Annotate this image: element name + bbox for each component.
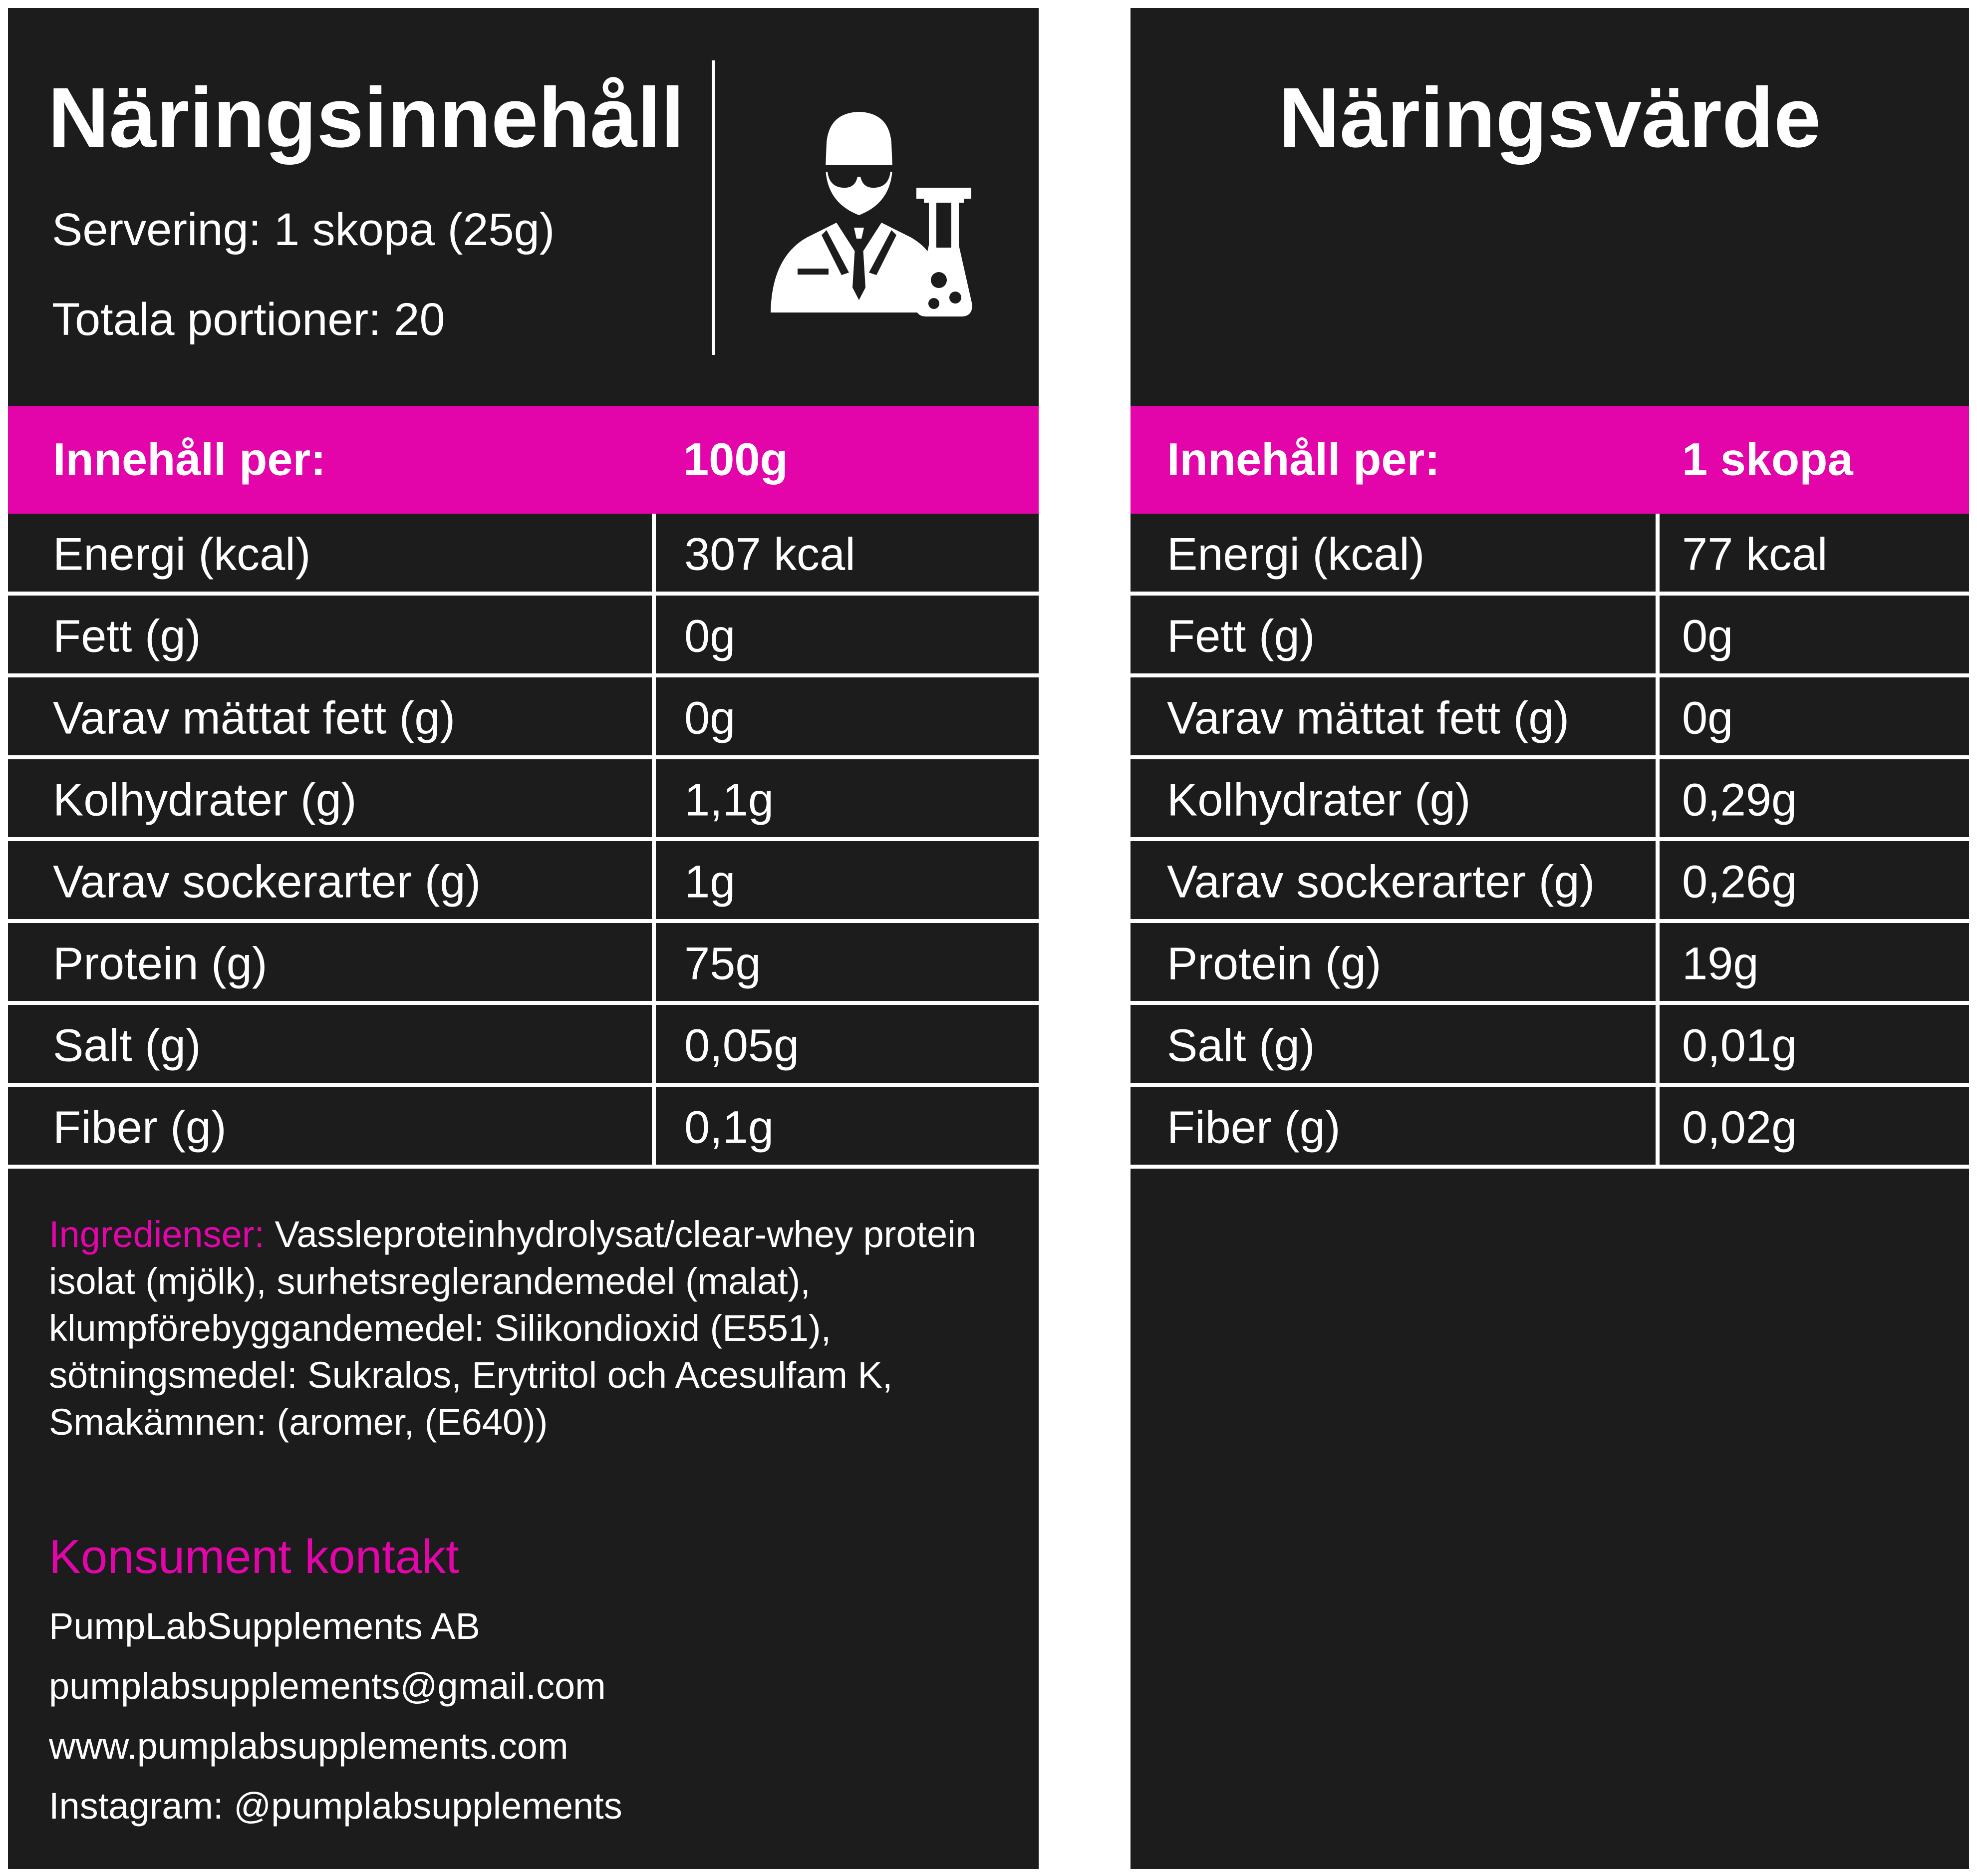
row-value: 307 kcal (684, 529, 855, 580)
row-value: 1g (684, 856, 736, 908)
row-divider (8, 919, 1039, 923)
table-row (8, 514, 1039, 596)
row-label: Varav sockerarter (g) (53, 856, 481, 908)
row-divider (1130, 755, 1969, 759)
table-row (8, 841, 1039, 923)
right-header-label: Innehåll per: (1167, 434, 1440, 485)
row-value: 0,01g (1682, 1020, 1797, 1071)
ingredients-text (49, 1211, 1027, 1446)
row-divider (8, 755, 1039, 759)
column-divider (1656, 841, 1660, 923)
table-row (1130, 759, 1969, 841)
column-divider (1656, 596, 1660, 677)
column-divider (652, 677, 656, 759)
table-row (1130, 514, 1969, 596)
row-value: 0g (684, 692, 736, 744)
left-title: Näringsinnehåll (48, 70, 685, 165)
row-label: Salt (g) (53, 1020, 201, 1071)
row-value: 0,29g (1682, 774, 1797, 826)
row-label: Varav sockerarter (g) (1167, 856, 1595, 908)
column-divider (652, 1087, 656, 1169)
table-row (1130, 596, 1969, 677)
row-value: 75g (684, 938, 761, 989)
row-divider (8, 1165, 1039, 1169)
left-nutrition-table (8, 406, 1039, 1169)
column-divider (652, 841, 656, 923)
column-divider (652, 596, 656, 677)
row-label: Protein (g) (53, 938, 268, 989)
row-divider (1130, 837, 1969, 841)
left-panel (8, 8, 1039, 1869)
row-value: 0,02g (1682, 1102, 1797, 1153)
column-divider (652, 514, 656, 596)
contact-website[interactable]: www.pumplabsupplements.com (49, 1725, 568, 1767)
table-row (1130, 677, 1969, 759)
row-label: Varav mättat fett (g) (53, 692, 456, 744)
row-value: 19g (1682, 938, 1759, 989)
right-header-value: 1 skopa (1682, 434, 1853, 485)
column-divider (1656, 514, 1660, 596)
row-label: Kolhydrater (g) (53, 774, 357, 826)
left-table-header (8, 406, 1039, 514)
row-label: Energi (kcal) (53, 529, 311, 580)
table-row (8, 1005, 1039, 1087)
row-label: Kolhydrater (g) (1167, 774, 1471, 826)
right-panel (1130, 8, 1969, 1869)
row-value: 0g (684, 611, 736, 662)
left-header-label: Innehåll per: (53, 434, 326, 485)
row-divider (1130, 1001, 1969, 1005)
contact-company: PumpLabSupplements AB (49, 1605, 480, 1647)
table-row (8, 759, 1039, 841)
left-header-value: 100g (683, 434, 788, 485)
serving-text: Servering: 1 skopa (25g) (52, 204, 555, 255)
row-divider (1130, 919, 1969, 923)
row-value: 0,1g (684, 1102, 774, 1153)
row-divider (8, 837, 1039, 841)
row-label: Salt (g) (1167, 1020, 1315, 1071)
ingredients-body: Vassleproteinhydrolysat/clear-whey protein isolat (mjölk), surhetsreglerandemedel (malat), klumpförebyggandemedel: Silikondioxid (E551), sötningsmedel: Sukralos, Erytritol och Acesulfam K, Smakämnen: (aromer, (E640)) (49, 1214, 976, 1443)
row-divider (8, 592, 1039, 596)
right-title: Näringsvärde (1278, 70, 1821, 165)
table-row (1130, 1087, 1969, 1169)
row-value: 0,26g (1682, 856, 1797, 908)
contact-instagram[interactable]: Instagram: @pumplabsupplements (49, 1785, 622, 1827)
row-label: Fett (g) (1167, 611, 1315, 662)
row-value: 0g (1682, 692, 1733, 744)
row-value: 1,1g (684, 774, 774, 826)
table-row (1130, 1005, 1969, 1087)
table-row (8, 923, 1039, 1005)
contact-heading: Konsument kontakt (49, 1530, 459, 1583)
portions-text: Totala portioner: 20 (52, 294, 445, 345)
header-divider (712, 60, 715, 355)
table-row (1130, 923, 1969, 1005)
row-divider (8, 673, 1039, 677)
row-label: Fiber (g) (1167, 1102, 1341, 1153)
row-divider (1130, 673, 1969, 677)
column-divider (1656, 1005, 1660, 1087)
row-value: 77 kcal (1682, 529, 1828, 580)
row-divider (8, 1001, 1039, 1005)
row-label: Fiber (g) (53, 1102, 227, 1153)
column-divider (1656, 677, 1660, 759)
table-row (8, 596, 1039, 677)
row-divider (1130, 1165, 1969, 1169)
column-divider (1656, 1087, 1660, 1169)
column-divider (652, 759, 656, 841)
column-divider (1656, 759, 1660, 841)
column-divider (1656, 923, 1660, 1005)
row-value: 0g (1682, 611, 1733, 662)
row-divider (1130, 1083, 1969, 1087)
row-label: Fett (g) (53, 611, 201, 662)
row-divider (1130, 592, 1969, 596)
table-row (8, 1087, 1039, 1169)
contact-email[interactable]: pumplabsupplements@gmail.com (49, 1665, 606, 1707)
scientist-icon (767, 108, 976, 322)
row-value: 0,05g (684, 1020, 800, 1071)
ingredients-label: Ingredienser: (49, 1214, 265, 1255)
right-nutrition-table (1130, 406, 1969, 1169)
column-divider (652, 1005, 656, 1087)
row-label: Varav mättat fett (g) (1167, 692, 1570, 744)
row-divider (8, 1083, 1039, 1087)
row-label: Energi (kcal) (1167, 529, 1425, 580)
right-table-header (1130, 406, 1969, 514)
table-row (1130, 841, 1969, 923)
row-label: Protein (g) (1167, 938, 1382, 989)
table-row (8, 677, 1039, 759)
column-divider (652, 923, 656, 1005)
